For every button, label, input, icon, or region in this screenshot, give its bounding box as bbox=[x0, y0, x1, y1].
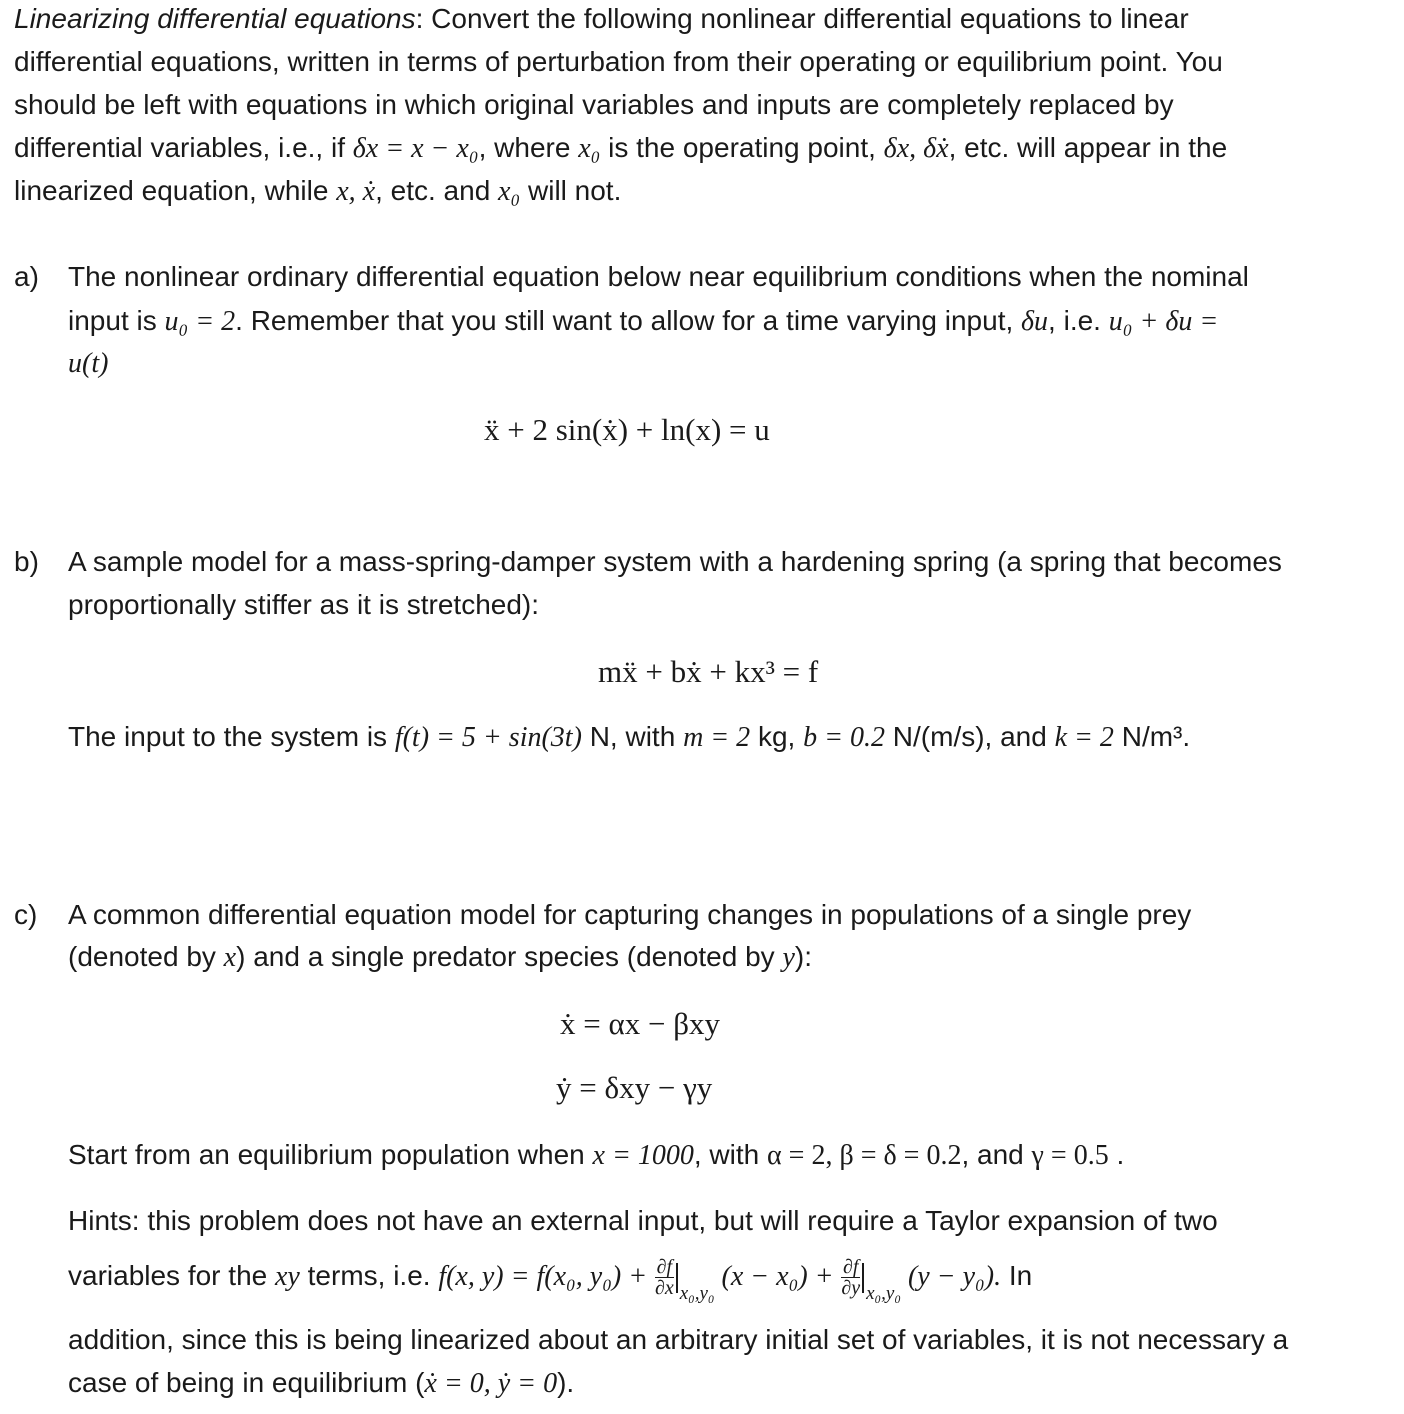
part-c-hint-line-2: variables for the xy terms, i.e. f(x, y) = f(x₀, y₀) + $\frac{\partial f}{\partial x}$ $_{x_0,y_0}$ (x − x₀) + $\frac{\partial f}{\partial y}$ $_{x_0,y_0}$ (y − y₀). In bbox=[68, 1256, 1033, 1304]
part-c-line-1: A common differential equation model for capturing changes in populations of a single prey bbox=[68, 899, 1192, 930]
part-b-line-2: proportionally stiffer as it is stretched): bbox=[68, 589, 540, 620]
part-a-label: a) bbox=[14, 261, 39, 292]
partial-f-partial-y: $\frac{\partial f}{\partial y}$ bbox=[841, 1256, 861, 1300]
part-c-equation-1: ẋ = αx − βxy bbox=[560, 1006, 720, 1041]
part-c-hint-line-3: addition, since this is being linearized about an arbitrary initial set of variables, it is not necessary a bbox=[68, 1324, 1289, 1355]
part-b-line-1: A sample model for a mass-spring-damper system with a hardening spring (a spring that becomes bbox=[68, 546, 1282, 577]
part-c-start-line: Start from an equilibrium population when x = 1000, with α = 2, β = δ = 0.2, and γ = 0.5 . bbox=[68, 1139, 1125, 1171]
part-c-hint-line-4: case of being in equilibrium (ẋ = 0, ẏ = 0). bbox=[68, 1367, 575, 1399]
part-a-line-1: The nonlinear ordinary differential equation below near equilibrium conditions when the nominal bbox=[68, 261, 1249, 292]
evaluation-bar bbox=[676, 1263, 678, 1293]
part-a-line-2: input is u₀ = 2. Remember that you still want to allow for a time varying input, δu, i.e. u₀ + δu = bbox=[68, 305, 1219, 337]
taylor-lhs: f(x, y) = f(x₀, y₀) + bbox=[438, 1261, 648, 1292]
intro-line-3: should be left with equations in which original variables and inputs are completely replaced by bbox=[14, 89, 1174, 120]
part-a-equation: ẍ + 2 sin(ẋ) + ln(x) = u bbox=[484, 412, 770, 447]
evaluation-bar bbox=[862, 1263, 864, 1293]
intro-title: Linearizing differential equations bbox=[14, 3, 416, 34]
part-b-label: b) bbox=[14, 546, 39, 577]
part-a-line-3: u(t) bbox=[68, 348, 109, 379]
part-c-equation-2: ẏ = δxy − γy bbox=[556, 1070, 713, 1105]
part-c-line-2: (denoted by x) and a single predator species (denoted by y): bbox=[68, 941, 812, 973]
part-b-input-line: The input to the system is f(t) = 5 + sin(3t) N, with m = 2 kg, b = 0.2 N/(m/s), and k = 2 N/m³. bbox=[68, 721, 1191, 753]
intro-line-2: differential equations, written in terms of perturbation from their operating or equilibrium point. You bbox=[14, 46, 1223, 77]
partial-f-partial-x: $\frac{\partial f}{\partial x}$ bbox=[654, 1256, 674, 1300]
intro-line-4: differential variables, i.e., if δx = x − x₀, where x₀ is the operating point, δx, δẋ, etc. will appear in the bbox=[14, 132, 1228, 164]
part-c-hint-line-1: Hints: this problem does not have an external input, but will require a Taylor expansion of two bbox=[68, 1205, 1218, 1236]
intro-line-1: Linearizing differential equations: Convert the following nonlinear differential equations to linear bbox=[14, 3, 1189, 34]
part-b-equation: mẍ + bẋ + kx³ = f bbox=[598, 654, 819, 689]
intro-line-5: linearized equation, while x, ẋ, etc. and x₀ will not. bbox=[14, 175, 622, 207]
part-c-label: c) bbox=[14, 899, 38, 930]
